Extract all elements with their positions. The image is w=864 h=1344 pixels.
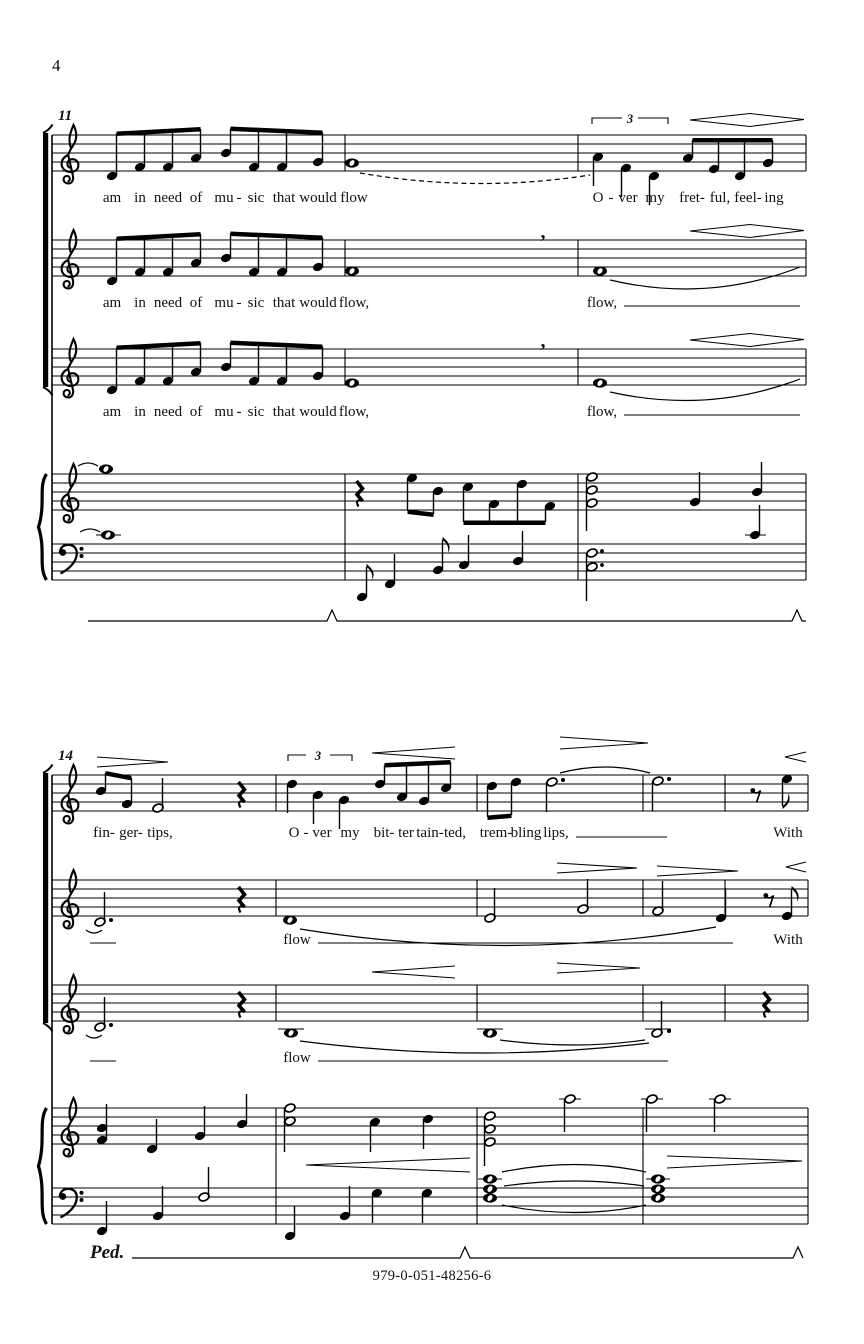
lyric-syllable: fin- [93,825,115,841]
lyric-syllable: my [645,190,665,206]
lyric-line-voice3-system2 [0,1050,864,1070]
lyric-syllable: in [134,190,146,206]
lyric-line-voice3-system1 [0,404,864,424]
lyric-syllable: O [288,825,300,841]
lyric-syllable: O [592,190,604,206]
lyric-syllable: ted, [443,825,467,841]
hairpin [372,747,455,759]
tie [78,463,100,532]
voice1-notes-system2 [95,737,806,829]
lyric-syllable: mu [214,404,234,420]
lyric-syllable: ing [764,190,784,206]
slur [610,267,800,289]
lyric-syllable: - [303,825,309,841]
hairpin [690,114,804,127]
triplet-number: 3 [314,749,322,763]
hairpin [690,334,804,347]
lyric-syllable: ful, [709,190,731,206]
lyric-line-voice1-system2 [0,825,864,845]
piano-brace-system2 [39,1108,47,1224]
lyric-line-voice2-system1 [0,295,864,315]
system-2 [39,737,809,1263]
hairpin [785,752,806,762]
lyric-syllable: With [773,932,803,948]
lyric-syllable: need [153,404,183,420]
lyric-syllable: of [189,295,203,311]
quarter-rest [239,992,245,1018]
quarter-rest [357,481,363,507]
eighth-rest [763,893,773,907]
lyric-syllable: flow [340,190,368,206]
lyric-syllable: would [299,190,337,206]
lyric-syllable: tips, [147,825,173,841]
hairpin [560,737,648,749]
lyric-syllable: fret- [679,190,705,206]
hairpin [557,963,640,973]
treble-clef [62,230,79,289]
measure-number: 11 [58,108,73,124]
treble-clef [62,125,79,184]
lyric-syllable: - [608,190,614,206]
eighth-flag [443,537,450,553]
system-1 [39,108,807,621]
quarter-rest [239,782,245,808]
hairpin [372,966,455,978]
treble-clef [62,464,79,523]
lyric-line-voice2-system2 [0,932,864,952]
lyric-syllable: am [102,190,122,206]
hairpin [667,1156,802,1168]
piano-notes-system1 [78,462,806,621]
breath-mark: , [540,221,546,243]
lyric-syllable: ter [398,825,414,841]
lyric-syllable: flow [283,932,311,948]
measure-number: 14 [58,748,73,764]
lyric-syllable: that [272,190,296,206]
pedal-line [132,1247,803,1258]
hairpin [786,862,806,872]
lyric-syllable: need [153,190,183,206]
eighth-flag [783,793,790,809]
quarter-rest [239,887,245,913]
choir-bracket-system2 [43,765,53,1032]
tie [500,1040,645,1045]
hairpin [657,866,738,876]
lyric-syllable: sic [247,404,265,420]
lyric-syllable: that [272,404,296,420]
lyric-syllable: flow, [586,295,618,311]
hairpin [97,757,168,767]
pedal-mark: Ped. [90,1242,125,1263]
page-number: 4 [52,56,61,75]
lyric-syllable: of [189,190,203,206]
lyric-syllable: sic [247,190,265,206]
lyric-syllable: sic [247,295,265,311]
tie [560,767,650,773]
dashed-slur [360,173,590,184]
lyric-syllable: am [102,295,122,311]
triplet-number: 3 [626,112,634,126]
lyric-syllable: flow, [338,404,370,420]
lyric-syllable: ger- [119,825,143,841]
lyric-syllable: With [773,825,803,841]
lyric-syllable: flow, [586,404,618,420]
lyric-syllable: ver [618,190,638,206]
treble-clef [62,870,79,929]
lyric-syllable: in [134,295,146,311]
lyric-syllable: am [102,404,122,420]
voice3-notes-system2 [86,963,770,1053]
quarter-rest [764,992,770,1018]
voice2-notes-system1 [106,221,804,289]
lyric-syllable: - [236,295,242,311]
slur [610,379,800,400]
lyric-syllable: flow, [338,295,370,311]
bass-clef [59,545,83,574]
lyric-syllable: feel- [734,190,762,206]
treble-clef [62,975,79,1034]
treble-clef [62,1098,79,1157]
tie [86,1035,102,1038]
lyric-syllable: flow [283,1050,311,1066]
lyric-syllable: bling [510,825,542,841]
hairpin [306,1158,470,1172]
lyric-syllable: lips, [543,825,569,841]
lyric-syllable: tain- [416,825,444,841]
eighth-flag [792,886,799,902]
lyric-syllable: - [236,190,242,206]
lyric-syllable: would [299,404,337,420]
treble-clef [62,765,79,824]
piano-notes-system2 [89,1094,803,1263]
lyric-syllable: ver [312,825,332,841]
lyric-line-voice1-system1 [0,190,864,210]
lyric-syllable: would [299,295,337,311]
bass-clef [59,1189,83,1218]
pedal-line [88,610,806,621]
treble-clef [62,339,79,398]
lyric-syllable: that [272,295,296,311]
eighth-rest [750,788,760,802]
piano-brace-system1 [39,474,47,580]
hairpin [557,863,637,873]
footer-catalog-number: 979-0-051-48256-6 [372,1268,492,1284]
lyric-syllable: in [134,404,146,420]
lyric-syllable: my [340,825,360,841]
lyric-syllable: mu [214,295,234,311]
eighth-flag [367,564,374,580]
choir-bracket-system1 [43,125,53,396]
lyric-syllable: bit- [373,825,395,841]
lyric-syllable: trem- [479,825,513,841]
lyric-syllable: mu [214,190,234,206]
lyric-syllable: need [153,295,183,311]
lyric-syllable: - [236,404,242,420]
lyric-syllable: of [189,404,203,420]
breath-mark: , [540,330,546,352]
hairpin [690,225,804,238]
voice3-notes-system1 [106,330,804,400]
